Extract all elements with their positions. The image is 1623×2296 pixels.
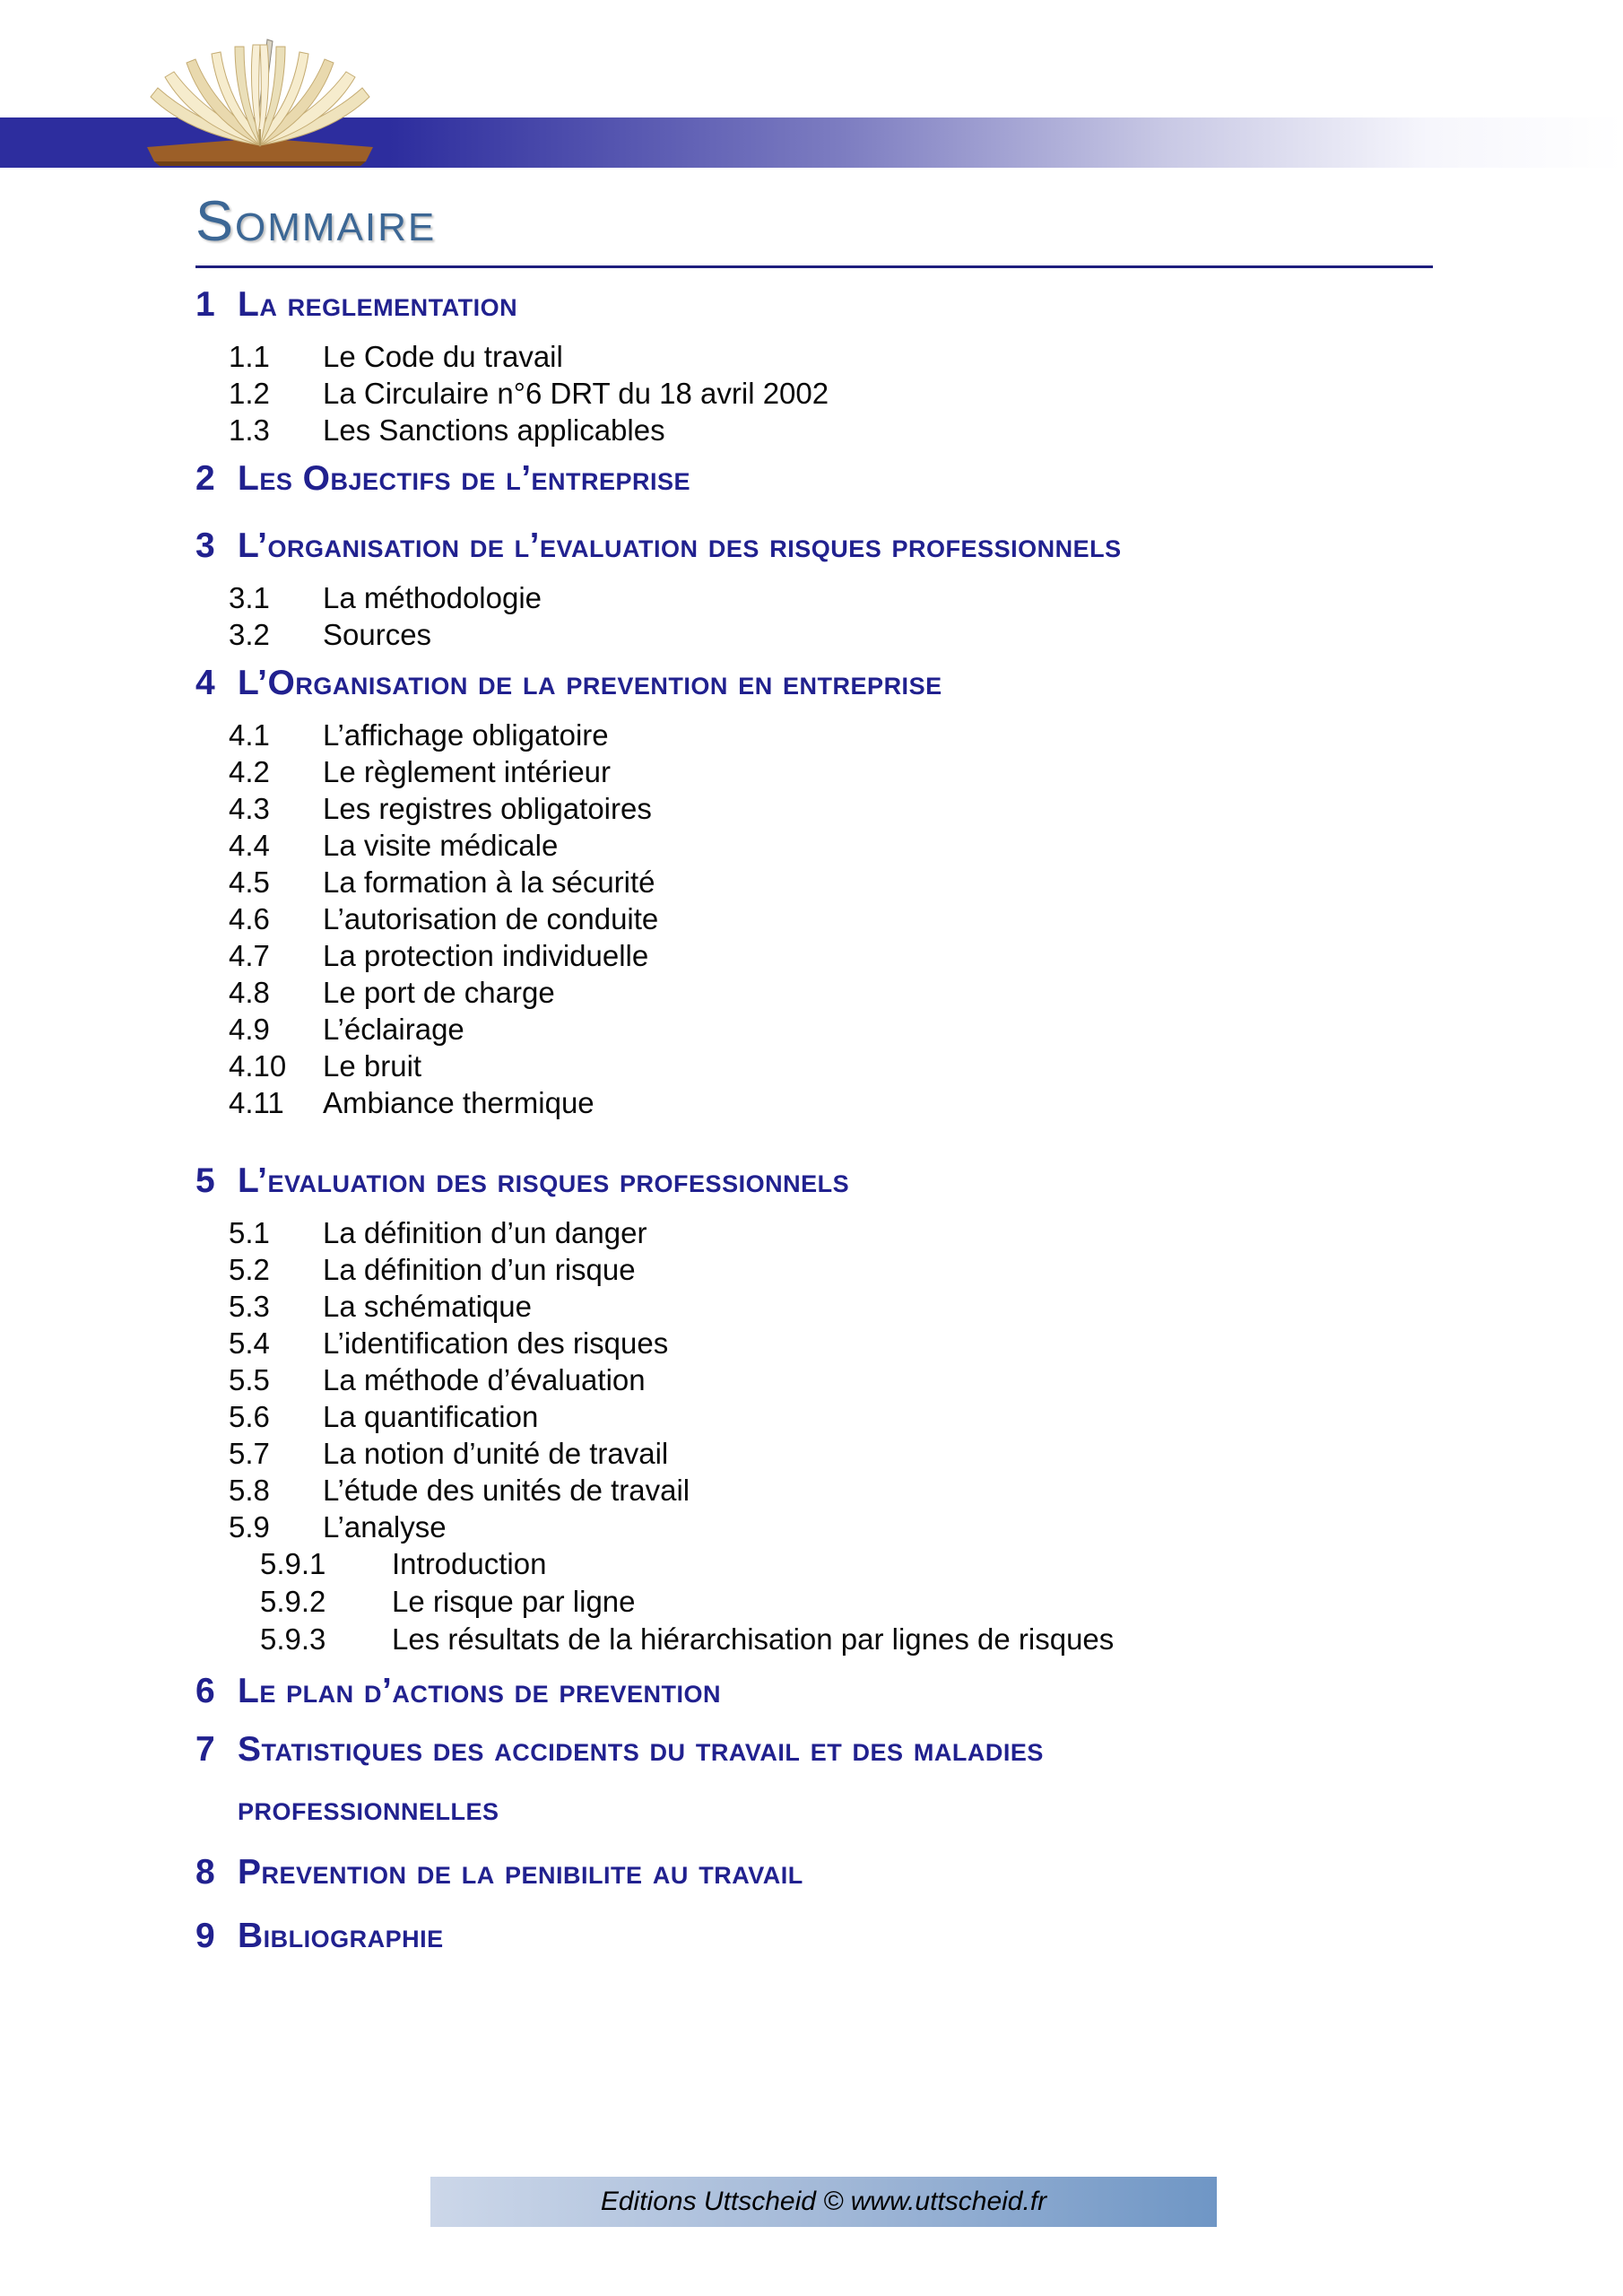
toc-item (260, 1621, 1433, 1658)
toc-section-heading (195, 461, 1433, 496)
toc-item-label: Ambiance thermique (323, 1086, 595, 1119)
toc-item-number: 5.1 (229, 1216, 270, 1249)
toc-item (229, 937, 1433, 974)
toc-item-label: Les résultats de la hiérarchisation par lignes de risques (392, 1622, 1115, 1656)
toc-item-number: 4.9 (229, 1013, 270, 1046)
toc-section (195, 665, 1433, 1121)
toc-item-number: 4.10 (229, 1049, 287, 1083)
toc-item (229, 412, 1433, 448)
toc-item-label: Introduction (392, 1547, 547, 1580)
toc-items (195, 717, 1433, 1121)
toc-item (229, 1325, 1433, 1361)
toc-item (229, 900, 1433, 937)
title-underline (195, 265, 1433, 268)
toc-item-label: La méthode d’évaluation (323, 1363, 646, 1396)
toc-item-label: L’éclairage (323, 1013, 464, 1046)
toc-section-number: 6 (195, 1672, 216, 1710)
toc-items (195, 338, 1433, 448)
toc-item-label: La définition d’un danger (323, 1216, 647, 1249)
toc-item (229, 1048, 1433, 1084)
toc-item-number: 4.3 (229, 792, 270, 825)
toc-item-number: 4.5 (229, 865, 270, 899)
toc-item-number: 5.9.1 (260, 1547, 326, 1580)
toc-item-number: 5.9 (229, 1510, 270, 1544)
toc-item-number: 3.1 (229, 581, 270, 614)
toc-item-label: L’identification des risques (323, 1326, 669, 1360)
toc-section-number: 3 (195, 526, 216, 565)
toc-section-heading (195, 1855, 1433, 1890)
toc-section-title: Prevention de la penibilite au travail (238, 1853, 803, 1892)
toc-item (229, 1435, 1433, 1472)
toc-item (229, 1361, 1433, 1398)
toc-section-number: 9 (195, 1917, 216, 1955)
toc-item-number: 4.11 (229, 1086, 284, 1119)
toc-item (229, 1509, 1433, 1545)
toc-item-label: La quantification (323, 1400, 539, 1433)
toc-item-number: 5.8 (229, 1474, 270, 1507)
toc-item (229, 1398, 1433, 1435)
toc-item (229, 790, 1433, 827)
toc-items (195, 1545, 1433, 1658)
toc-section-number: 5 (195, 1161, 216, 1200)
toc-item-number: 4.2 (229, 755, 270, 788)
toc-item-number: 5.6 (229, 1400, 270, 1433)
toc-section-title: Statistiques des accidents du travail et des maladies (238, 1730, 1044, 1769)
toc-section-title: La reglementation (238, 285, 518, 324)
toc-items (195, 1214, 1433, 1545)
toc-item (260, 1583, 1433, 1621)
toc-item-label: La formation à la sécurité (323, 865, 655, 899)
toc-section-heading (195, 1732, 1433, 1767)
toc-item-label: La protection individuelle (323, 939, 649, 972)
toc-section-heading (195, 287, 1433, 322)
toc-item-number: 4.4 (229, 829, 270, 862)
toc-section (195, 287, 1433, 448)
toc-item-label: L’autorisation de conduite (323, 902, 659, 935)
toc-section-heading (195, 665, 1433, 700)
toc-item-label: L’affichage obligatoire (323, 718, 609, 752)
toc-item-number: 5.2 (229, 1253, 270, 1286)
toc-item-number: 3.2 (229, 618, 270, 651)
toc-item (229, 1214, 1433, 1251)
toc-section-title: Le plan d’actions de prevention (238, 1672, 722, 1710)
content-area (195, 190, 1433, 1955)
page-title: Sommaire (195, 190, 437, 253)
toc-section-number: 2 (195, 459, 216, 498)
toc-item-label: La méthodologie (323, 581, 542, 614)
toc-section (195, 1163, 1433, 1658)
toc-item (229, 1251, 1433, 1288)
toc-section-heading (195, 528, 1433, 563)
toc-item-label: Le Code du travail (323, 340, 563, 373)
toc-section-heading-line2 (195, 1791, 1433, 1826)
toc-section (195, 528, 1433, 653)
toc-item-number: 5.4 (229, 1326, 270, 1360)
toc-item (229, 753, 1433, 790)
toc-item (260, 1545, 1433, 1583)
toc-item (229, 338, 1433, 375)
open-book-image (135, 34, 386, 169)
toc-item (229, 616, 1433, 653)
toc (195, 287, 1433, 1953)
toc-item-label: La visite médicale (323, 829, 559, 862)
toc-item (229, 1011, 1433, 1048)
toc-item (229, 375, 1433, 412)
toc-item-number: 1.1 (229, 340, 270, 373)
toc-item (229, 827, 1433, 864)
toc-section-title: L’Organisation de la prevention en entreprise (238, 664, 942, 702)
footer-bar (430, 2177, 1217, 2227)
toc-item-label: Sources (323, 618, 432, 651)
toc-item-number: 1.3 (229, 413, 270, 447)
toc-item-number: 4.1 (229, 718, 270, 752)
toc-section-title: professionnelles (238, 1789, 499, 1828)
toc-item (229, 579, 1433, 616)
toc-item-label: L’étude des unités de travail (323, 1474, 690, 1507)
toc-section (195, 1855, 1433, 1890)
toc-section-title: L’organisation de l’evaluation des risques professionnels (238, 526, 1122, 565)
toc-item-label: La notion d’unité de travail (323, 1437, 669, 1470)
toc-section-number: 8 (195, 1853, 216, 1892)
toc-item (229, 1084, 1433, 1121)
toc-section (195, 461, 1433, 496)
footer-text: Editions Uttscheid © www.uttscheid.fr (600, 2187, 1047, 2216)
toc-section-heading (195, 1918, 1433, 1953)
toc-item-label: La schématique (323, 1290, 532, 1323)
toc-section-title: Les Objectifs de l’entreprise (238, 459, 691, 498)
toc-item-label: Les registres obligatoires (323, 792, 652, 825)
toc-section-heading (195, 1674, 1433, 1709)
toc-section-heading (195, 1163, 1433, 1198)
toc-section (195, 1918, 1433, 1953)
toc-item-label: La définition d’un risque (323, 1253, 636, 1286)
toc-section-number: 7 (195, 1730, 216, 1769)
toc-item-number: 5.9.3 (260, 1622, 326, 1656)
toc-item-label: Le port de charge (323, 976, 555, 1009)
toc-item-label: Le risque par ligne (392, 1585, 636, 1618)
toc-item-number: 4.8 (229, 976, 270, 1009)
toc-section-number: 4 (195, 664, 216, 702)
toc-item-number: 5.7 (229, 1437, 270, 1470)
toc-section (195, 1732, 1433, 1826)
toc-item-label: Les Sanctions applicables (323, 413, 665, 447)
toc-item-number: 5.3 (229, 1290, 270, 1323)
toc-section-title: Bibliographie (238, 1917, 444, 1955)
toc-item-label: La Circulaire n°6 DRT du 18 avril 2002 (323, 377, 829, 410)
toc-section-title: L’evaluation des risques professionnels (238, 1161, 850, 1200)
toc-section-number: 1 (195, 285, 216, 324)
toc-item-number: 1.2 (229, 377, 270, 410)
toc-item-number: 4.6 (229, 902, 270, 935)
toc-item (229, 717, 1433, 753)
toc-item (229, 974, 1433, 1011)
spacer (195, 1791, 238, 1826)
toc-item-label: Le bruit (323, 1049, 422, 1083)
toc-section (195, 1674, 1433, 1709)
toc-item-number: 4.7 (229, 939, 270, 972)
toc-item-label: Le règlement intérieur (323, 755, 612, 788)
toc-item-label: L’analyse (323, 1510, 447, 1544)
toc-item (229, 1288, 1433, 1325)
toc-item (229, 1472, 1433, 1509)
toc-items (195, 579, 1433, 653)
toc-item-number: 5.9.2 (260, 1585, 326, 1618)
toc-item (229, 864, 1433, 900)
toc-item-number: 5.5 (229, 1363, 270, 1396)
